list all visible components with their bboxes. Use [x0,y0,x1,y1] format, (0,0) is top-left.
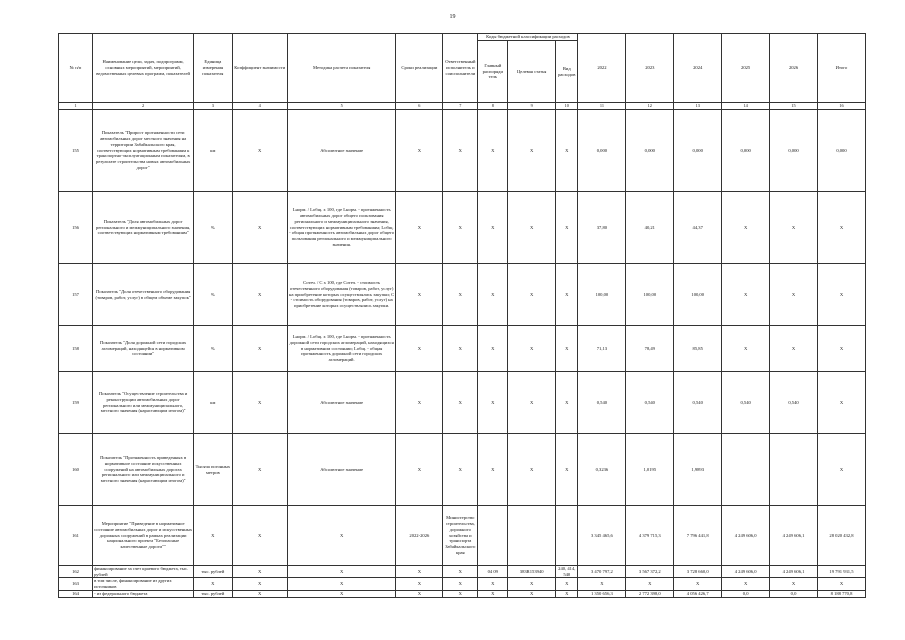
row-responsible: Х [443,590,478,597]
row-value-2024: 0,000 [674,110,722,192]
row-method: Lнорм. / Lобщ. х 100, где Lнорм. - протяженность дорожной сети городских агломераций, находящихся в нормативном состоянии; Lобщ. - общая протяженность дорожной сети городских агломераций. [287,326,396,372]
row-value-2022: 37,80 [578,192,626,264]
row-value-2024: 4 056 426,7 [674,590,722,597]
column-index-cell: 8 [478,103,508,110]
row-article: Х [508,264,556,326]
row-value-2022: 1 350 656,3 [578,590,626,597]
row-responsible: Х [443,110,478,192]
row-name: Показатель "Протяженность приведенных в нормативное состояние искусственных сооружений на автомобильных дорогах регионального или межмуниципального и местного значения (нарастающим итогом)" [93,434,194,506]
row-value-2025: 4 249 606,0 [722,566,770,578]
row-value-2023: 4 379 715,3 [626,506,674,566]
row-value-2026: Х [770,326,818,372]
row-value-2025: 4 249 606,0 [722,506,770,566]
row-value-2022: 3 345 465,6 [578,506,626,566]
row-name: Показатель "Доля автомобильных дорог регионального и межмуниципального значения, соответствующих нормативным требованиям" [93,192,194,264]
row-article [508,506,556,566]
row-expense-type: Х [556,192,578,264]
column-index-cell: 14 [722,103,770,110]
column-index-cell: 7 [443,103,478,110]
column-index-cell: 4 [232,103,287,110]
row-value-2025: 0,000 [722,110,770,192]
row-total: 8 188 770,8 [817,590,865,597]
header-budget-codes: Коды бюджетной классификации расходов [478,34,578,41]
row-term: Х [396,326,443,372]
row-article: 383R153940 [508,566,556,578]
row-name: финансирование за счет краевого бюджета, тыс. рублей [93,566,194,578]
header-term: Сроки реализации [396,34,443,103]
row-total: 19 791 931,5 [817,566,865,578]
page-number: 19 [449,14,456,20]
row-total: Х [817,434,865,506]
row-total: 0,000 [817,110,865,192]
row-name: Показатель "Осуществление строительства и реконструкции автомобильных дорог регионального или межмуниципального, местного значения (нарастающим итогом)" [93,372,194,434]
row-term: 2022-2026 [396,506,443,566]
row-responsible: Х [443,372,478,434]
row-value-2025: Х [722,578,770,590]
row-unit: Тысяча погонных метров [194,434,232,506]
row-number: 161 [59,506,93,566]
row-value-2023: 78,49 [626,326,674,372]
row-chief: 04 09 [478,566,508,578]
row-responsible: Х [443,434,478,506]
row-term: Х [396,566,443,578]
row-expense-type: Х [556,110,578,192]
row-number: 164 [59,590,93,597]
row-expense-type: Х [556,590,578,597]
column-index-cell: 2 [93,103,194,110]
column-index-cell: 3 [194,103,232,110]
row-number: 157 [59,264,93,326]
row-responsible: Х [443,566,478,578]
row-number: 155 [59,110,93,192]
row-expense-type: Х [556,434,578,506]
row-term: Х [396,192,443,264]
row-method: Х [287,578,396,590]
row-value-2025: Х [722,192,770,264]
row-value-2025: 0,0 [722,590,770,597]
row-value-2026: 4 249 606,1 [770,506,818,566]
row-value-2024: 100,00 [674,264,722,326]
row-total: Х [817,326,865,372]
table-row [59,326,866,372]
row-total: Х [817,372,865,434]
row-term: Х [396,434,443,506]
row-value-2026: 0,000 [770,110,818,192]
row-name: Мероприятие "Приведение в нормативное состояние автомобильных дорог и искусственных дорожных сооружений в рамках реализации национального проекта "Безопасные качественные дороги"" [93,506,194,566]
row-unit: % [194,326,232,372]
row-value-2022: 3 470 797,2 [578,566,626,578]
column-index-cell: 15 [770,103,818,110]
row-coefficient: Х [232,506,287,566]
table-row [59,264,866,326]
row-number: 160 [59,434,93,506]
row-term: Х [396,264,443,326]
row-value-2024: 44,37 [674,192,722,264]
header-year: 2023 [626,34,674,103]
header-year: 2026 [770,34,818,103]
column-index-cell: 1 [59,103,93,110]
column-index-cell: 10 [556,103,578,110]
row-coefficient: Х [232,326,287,372]
row-article: Х [508,434,556,506]
row-value-2023: 40,21 [626,192,674,264]
row-chief: Х [478,192,508,264]
table-row [59,578,866,590]
row-coefficient: Х [232,192,287,264]
row-chief: Х [478,326,508,372]
row-value-2023: 3 567 372,2 [626,566,674,578]
column-index-cell: 16 [817,103,865,110]
row-value-2025 [722,434,770,506]
row-value-2023: 0,000 [626,110,674,192]
row-responsible: Х [443,578,478,590]
row-value-2024: 85,85 [674,326,722,372]
row-name: Показатель "Прирост протяженности сети автомобильных дорог местного значения на территории Забайкальского края, соответствующих нормативным требованиям к транспортно-эксплуатационным показателям, в результате строительства новых автомобильных дорог" [93,110,194,192]
row-value-2022: 0,540 [578,372,626,434]
row-expense-type: Х [556,372,578,434]
row-value-2023: 100,00 [626,264,674,326]
row-expense-type [556,506,578,566]
row-value-2024: 7 796 441,8 [674,506,722,566]
row-number: 159 [59,372,93,434]
header-total: Итого [817,34,865,103]
row-responsible: Х [443,264,478,326]
row-responsible: Х [443,192,478,264]
row-term: Х [396,110,443,192]
row-number: 163 [59,578,93,590]
row-term: Х [396,590,443,597]
row-expense-type: Х [556,578,578,590]
row-value-2022: 71,13 [578,326,626,372]
header-chief: Главный распоряди тель [478,41,508,103]
row-value-2024: 1,9893 [674,434,722,506]
row-coefficient: Х [232,372,287,434]
row-value-2026 [770,434,818,506]
table-row [59,566,866,578]
header-responsible: Ответственный исполнитель и соисполнители [443,34,478,103]
row-coefficient: Х [232,578,287,590]
row-responsible: Х [443,326,478,372]
row-unit: тыс. рублей [194,566,232,578]
row-expense-type: Х [556,264,578,326]
row-method: Х [287,506,396,566]
row-value-2026: 0,540 [770,372,818,434]
table-row [59,110,866,192]
row-chief: Х [478,434,508,506]
row-name: Показатель "Доля отечественного оборудования (товаров, работ, услуг) в общем объеме закупок" [93,264,194,326]
row-responsible: Министерство строительства, дорожного хозяйства и транспорта Забайкальского края [443,506,478,566]
row-number: 156 [59,192,93,264]
row-unit: Х [194,506,232,566]
header-year: 2025 [722,34,770,103]
row-coefficient: Х [232,434,287,506]
row-method: Х [287,590,396,597]
row-article: Х [508,326,556,372]
row-coefficient: Х [232,264,287,326]
row-value-2024: Х [674,578,722,590]
row-total: 28 020 432,8 [817,506,865,566]
table-row [59,372,866,434]
column-index-row [59,103,866,110]
row-value-2022: Х [578,578,626,590]
row-value-2026: 0,0 [770,590,818,597]
row-chief: Х [478,590,508,597]
row-value-2025: Х [722,326,770,372]
row-total: Х [817,192,865,264]
row-method: Абсолютное значение [287,434,396,506]
table-row [59,434,866,506]
row-value-2023: 0,540 [626,372,674,434]
row-term: Х [396,372,443,434]
row-unit: тыс. рублей [194,590,232,597]
row-chief: Х [478,110,508,192]
row-value-2026: Х [770,578,818,590]
row-chief: Х [478,264,508,326]
header-method: Методика расчета показателя [287,34,396,103]
row-value-2023: 1,0195 [626,434,674,506]
row-unit: % [194,192,232,264]
row-value-2022: 0,3236 [578,434,626,506]
table-row [59,590,866,597]
row-expense-type: Х [556,326,578,372]
row-coefficient: Х [232,590,287,597]
row-chief [478,506,508,566]
budget-table [58,33,866,598]
row-chief: Х [478,372,508,434]
row-article: Х [508,192,556,264]
row-coefficient: Х [232,566,287,578]
row-name: в том числе, финансирование из других источников [93,578,194,590]
row-unit: км [194,372,232,434]
row-value-2022: 100,00 [578,264,626,326]
row-value-2023: Х [626,578,674,590]
row-total: Х [817,578,865,590]
row-article: Х [508,110,556,192]
row-value-2025: 0,540 [722,372,770,434]
row-value-2024: 3 728 660,0 [674,566,722,578]
row-method: Х [287,566,396,578]
row-number: 158 [59,326,93,372]
column-index-cell: 9 [508,103,556,110]
column-index-cell: 6 [396,103,443,110]
row-value-2026: 4 249 606,1 [770,566,818,578]
header-type: Вид расходов [556,41,578,103]
column-index-cell: 12 [626,103,674,110]
row-coefficient: Х [232,110,287,192]
row-term: Х [396,578,443,590]
row-article: Х [508,578,556,590]
row-value-2026: Х [770,192,818,264]
row-method: Сотеч. / С х 100, где Сотеч. - стоимость отечественного оборудования (товаров, работ, услуг) на приобретение которых осуществлялись закупки; С - стоимость оборудования (товаров, работ, услуг) на приобретение которых осуществлялись закупки. [287,264,396,326]
row-value-2025: Х [722,264,770,326]
row-chief: Х [478,578,508,590]
row-name: - из федерального бюджета [93,590,194,597]
row-method: Lнорм. / Lобщ. х 100, где Lнорм. - протяженность автомобильных дорог общего пользования регионального и межмуниципального значения, соответствующих нормативным требованиям; Lобщ. - общая протяженность автомобильных дорог общего пользования регионального и межмуниципального значения. [287,192,396,264]
row-value-2022: 0,000 [578,110,626,192]
row-value-2026: Х [770,264,818,326]
header-article: Целевая статья [508,41,556,103]
row-total: Х [817,264,865,326]
table-row [59,506,866,566]
column-index-cell: 13 [674,103,722,110]
header-coef: Коэффициент значимости [232,34,287,103]
row-method: Абсолютное значение [287,110,396,192]
column-index-cell: 11 [578,103,626,110]
row-number: 162 [59,566,93,578]
row-article: Х [508,372,556,434]
column-index-cell: 5 [287,103,396,110]
row-expense-type: 240, 414, 540 [556,566,578,578]
row-name: Показатель "Доля дорожной сети городских агломераций, находящейся в нормативном состоянии" [93,326,194,372]
header-unit: Единица измерения показателя [194,34,232,103]
row-value-2023: 2 772 398,0 [626,590,674,597]
header-num: № п/п [59,34,93,103]
header-name: Наименование цели, задач, подпрограмм, основных мероприятий, мероприятий, ведомственных целевых программ, показателей [93,34,194,103]
table-row [59,192,866,264]
header-year: 2024 [674,34,722,103]
row-article: Х [508,590,556,597]
row-method: Абсолютное значение [287,372,396,434]
row-value-2024: 0,540 [674,372,722,434]
row-unit: км [194,110,232,192]
row-unit: % [194,264,232,326]
header-year: 2022 [578,34,626,103]
row-unit: Х [194,578,232,590]
